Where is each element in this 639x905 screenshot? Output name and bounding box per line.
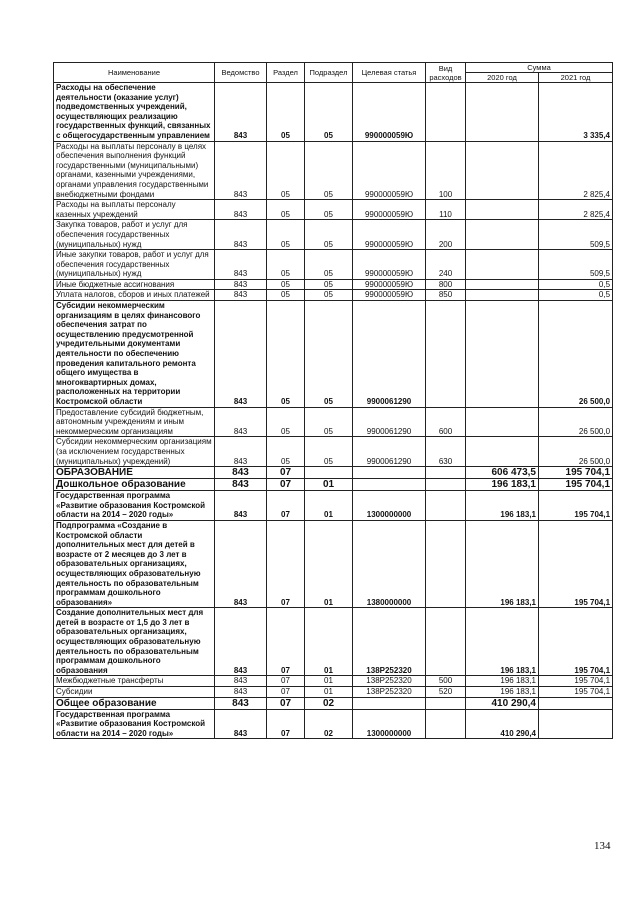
cell-y2021: 3 335,4: [539, 83, 613, 142]
cell-y2020: [466, 250, 539, 280]
cell-target: 990000059Ю: [353, 279, 426, 290]
header-name: Наименование: [54, 63, 215, 83]
header-year-2021: 2021 год: [539, 73, 613, 83]
cell-sec: 07: [267, 491, 305, 521]
cell-sec: 05: [267, 279, 305, 290]
cell-name: ОБРАЗОВАНИЕ: [54, 467, 215, 479]
table-row: [54, 279, 613, 290]
cell-type: [426, 697, 466, 709]
cell-sub: 01: [305, 479, 353, 491]
cell-dept: 843: [215, 200, 267, 220]
cell-target: 1380000000: [353, 520, 426, 607]
cell-dept: 843: [215, 520, 267, 607]
cell-sub: 05: [305, 279, 353, 290]
cell-sub: 05: [305, 141, 353, 200]
cell-type: [426, 491, 466, 521]
cell-name: Государственная программа «Развитие образования Костромской области на 2014 – 2020 годы»: [54, 709, 215, 739]
cell-y2021: 2 825,4: [539, 141, 613, 200]
cell-sub: 01: [305, 687, 353, 698]
cell-dept: 843: [215, 407, 267, 437]
table-row: [54, 200, 613, 220]
cell-type: 800: [426, 279, 466, 290]
cell-sub: 01: [305, 676, 353, 687]
cell-y2020: 196 183,1: [466, 687, 539, 698]
cell-type: 850: [426, 290, 466, 301]
cell-sec: 05: [267, 250, 305, 280]
cell-target: 990000059Ю: [353, 250, 426, 280]
cell-y2020: [466, 220, 539, 250]
cell-sub: 02: [305, 709, 353, 739]
cell-y2020: 196 183,1: [466, 608, 539, 676]
cell-sec: 07: [267, 608, 305, 676]
cell-type: [426, 709, 466, 739]
cell-dept: 843: [215, 220, 267, 250]
cell-sub: 05: [305, 437, 353, 467]
cell-type: 200: [426, 220, 466, 250]
cell-name: Общее образование: [54, 697, 215, 709]
cell-y2021: 0,5: [539, 279, 613, 290]
cell-sub: 05: [305, 200, 353, 220]
cell-y2021: 26 500,0: [539, 301, 613, 408]
cell-sec: 05: [267, 220, 305, 250]
cell-y2020: [466, 301, 539, 408]
table-row: [54, 437, 613, 467]
cell-y2020: 410 290,4: [466, 709, 539, 739]
table-row: [54, 608, 613, 676]
cell-y2020: 606 473,5: [466, 467, 539, 479]
cell-type: [426, 467, 466, 479]
cell-y2020: 410 290,4: [466, 697, 539, 709]
cell-sub: 01: [305, 608, 353, 676]
cell-y2020: [466, 407, 539, 437]
cell-name: Иные закупки товаров, работ и услуг для обеспечения государственных (муниципальных) нужд: [54, 250, 215, 280]
cell-dept: 843: [215, 437, 267, 467]
cell-y2020: [466, 200, 539, 220]
cell-y2021: 195 704,1: [539, 687, 613, 698]
cell-sec: 07: [267, 479, 305, 491]
cell-y2021: 195 704,1: [539, 676, 613, 687]
cell-target: 1300000000: [353, 491, 426, 521]
cell-target: [353, 697, 426, 709]
cell-target: 990000059Ю: [353, 83, 426, 142]
table-row: [54, 467, 613, 479]
cell-name: Дошкольное образование: [54, 479, 215, 491]
cell-name: Подпрограмма «Создание в Костромской области дополнительных мест для детей в возрасте от 2 месяцев до 3 лет в образовательных организациях, осуществляющих образовательную деятельность по образовательным программам дошкольного образования»: [54, 520, 215, 607]
cell-dept: 843: [215, 687, 267, 698]
cell-y2020: 196 183,1: [466, 676, 539, 687]
cell-dept: 843: [215, 250, 267, 280]
cell-name: Уплата налогов, сборов и иных платежей: [54, 290, 215, 301]
table-row: [54, 220, 613, 250]
cell-target: 990000059Ю: [353, 290, 426, 301]
cell-y2021: 195 704,1: [539, 491, 613, 521]
cell-target: 138P252320: [353, 676, 426, 687]
header-year-2020: 2020 год: [466, 73, 539, 83]
cell-type: 600: [426, 407, 466, 437]
header-section: Раздел: [267, 63, 305, 83]
cell-y2021: 26 500,0: [539, 407, 613, 437]
table-row: [54, 676, 613, 687]
cell-sub: 05: [305, 83, 353, 142]
header-target: Целевая статья: [353, 63, 426, 83]
cell-y2021: 26 500,0: [539, 437, 613, 467]
cell-sec: 07: [267, 467, 305, 479]
cell-target: 138P252320: [353, 608, 426, 676]
cell-dept: 843: [215, 709, 267, 739]
cell-sub: 05: [305, 407, 353, 437]
cell-name: Субсидии: [54, 687, 215, 698]
cell-name: Создание дополнительных мест для детей в возрасте от 1,5 до 3 лет в образовательных организациях, осуществляющих образовательную деятельность по образовательным программам дошкольного образования: [54, 608, 215, 676]
header-subsection: Подраздел: [305, 63, 353, 83]
cell-type: 630: [426, 437, 466, 467]
cell-type: [426, 301, 466, 408]
cell-y2020: [466, 279, 539, 290]
cell-name: Расходы на обеспечение деятельности (оказание услуг) подведомственных учреждений, осуществляющих реализацию государственных функций, связанных с общегосударственным управлением: [54, 83, 215, 142]
table-body: [54, 83, 613, 739]
cell-type: 240: [426, 250, 466, 280]
table-row: [54, 491, 613, 521]
cell-y2020: 196 183,1: [466, 520, 539, 607]
cell-sub: 02: [305, 697, 353, 709]
cell-dept: 843: [215, 608, 267, 676]
cell-y2021: 2 825,4: [539, 200, 613, 220]
cell-dept: 843: [215, 83, 267, 142]
cell-y2020: [466, 437, 539, 467]
cell-y2020: [466, 83, 539, 142]
cell-dept: 843: [215, 697, 267, 709]
cell-type: 110: [426, 200, 466, 220]
table-row: [54, 141, 613, 200]
cell-sub: 01: [305, 491, 353, 521]
header-sum: Сумма: [466, 63, 613, 73]
table-row: [54, 250, 613, 280]
cell-sub: 01: [305, 520, 353, 607]
page-number: 134: [594, 840, 611, 852]
cell-type: 100: [426, 141, 466, 200]
table-row: [54, 697, 613, 709]
cell-sec: 07: [267, 520, 305, 607]
header-department: Ведомство: [215, 63, 267, 83]
cell-target: [353, 479, 426, 491]
cell-target: 1300000000: [353, 709, 426, 739]
cell-y2020: [466, 141, 539, 200]
cell-target: 9900061290: [353, 437, 426, 467]
cell-sec: 05: [267, 83, 305, 142]
cell-dept: 843: [215, 479, 267, 491]
cell-type: [426, 608, 466, 676]
cell-type: [426, 520, 466, 607]
cell-sec: 07: [267, 676, 305, 687]
cell-target: 9900061290: [353, 407, 426, 437]
cell-name: Субсидии некоммерческим организациям (за исключением государственных (муниципальных) учреждений): [54, 437, 215, 467]
cell-sub: 05: [305, 290, 353, 301]
cell-target: 990000059Ю: [353, 200, 426, 220]
cell-sub: 05: [305, 301, 353, 408]
cell-dept: 843: [215, 141, 267, 200]
cell-target: 990000059Ю: [353, 141, 426, 200]
cell-sec: 05: [267, 437, 305, 467]
cell-sub: 05: [305, 250, 353, 280]
cell-sec: 07: [267, 709, 305, 739]
table-row: [54, 520, 613, 607]
cell-y2021: 195 704,1: [539, 608, 613, 676]
cell-y2020: [466, 290, 539, 301]
table-row: [54, 83, 613, 142]
cell-name: Межбюджетные трансферты: [54, 676, 215, 687]
cell-name: Расходы на выплаты персоналу казенных учреждений: [54, 200, 215, 220]
table-row: [54, 407, 613, 437]
cell-y2021: [539, 697, 613, 709]
cell-y2021: 509,5: [539, 250, 613, 280]
table-row: [54, 687, 613, 698]
cell-type: [426, 83, 466, 142]
cell-y2021: 195 704,1: [539, 479, 613, 491]
cell-y2021: 195 704,1: [539, 467, 613, 479]
cell-sec: 05: [267, 407, 305, 437]
cell-sub: [305, 467, 353, 479]
cell-type: [426, 479, 466, 491]
cell-dept: 843: [215, 301, 267, 408]
cell-sec: 05: [267, 200, 305, 220]
header-row: [54, 63, 613, 73]
table-row: [54, 709, 613, 739]
table-row: [54, 479, 613, 491]
cell-dept: 843: [215, 290, 267, 301]
cell-type: 520: [426, 687, 466, 698]
cell-name: Иные бюджетные ассигнования: [54, 279, 215, 290]
cell-y2021: [539, 709, 613, 739]
cell-name: Закупка товаров, работ и услуг для обеспечения государственных (муниципальных) нужд: [54, 220, 215, 250]
table-row: [54, 290, 613, 301]
cell-sub: 05: [305, 220, 353, 250]
cell-dept: 843: [215, 491, 267, 521]
cell-type: 500: [426, 676, 466, 687]
header-type: Вид расходов: [426, 63, 466, 83]
cell-sec: 05: [267, 290, 305, 301]
cell-sec: 05: [267, 141, 305, 200]
cell-sec: 07: [267, 697, 305, 709]
cell-name: Государственная программа «Развитие образования Костромской области на 2014 – 2020 годы»: [54, 491, 215, 521]
table-row: [54, 301, 613, 408]
budget-table: [53, 62, 613, 739]
cell-target: 138P252320: [353, 687, 426, 698]
cell-y2020: 196 183,1: [466, 479, 539, 491]
cell-name: Предоставление субсидий бюджетным, автономным учреждениям и иным некоммерческим организациям: [54, 407, 215, 437]
cell-name: Расходы на выплаты персоналу в целях обеспечения выполнения функций государственными (муниципальными) органами, казенными учреждениями, органами управления государственными внебюджетными фондами: [54, 141, 215, 200]
cell-y2021: 195 704,1: [539, 520, 613, 607]
cell-sec: 07: [267, 687, 305, 698]
cell-target: 9900061290: [353, 301, 426, 408]
cell-sec: 05: [267, 301, 305, 408]
cell-y2020: 196 183,1: [466, 491, 539, 521]
cell-name: Субсидии некоммерческим организациям в целях финансового обеспечения затрат по осуществлению предусмотренной учредительными документами деятельности по обеспечению проведения капитального ремонта общего имущества в многоквартирных домах, расположенных на территории Костромской области: [54, 301, 215, 408]
cell-y2021: 0,5: [539, 290, 613, 301]
cell-dept: 843: [215, 467, 267, 479]
cell-target: [353, 467, 426, 479]
cell-target: 990000059Ю: [353, 220, 426, 250]
cell-dept: 843: [215, 279, 267, 290]
cell-dept: 843: [215, 676, 267, 687]
cell-y2021: 509,5: [539, 220, 613, 250]
